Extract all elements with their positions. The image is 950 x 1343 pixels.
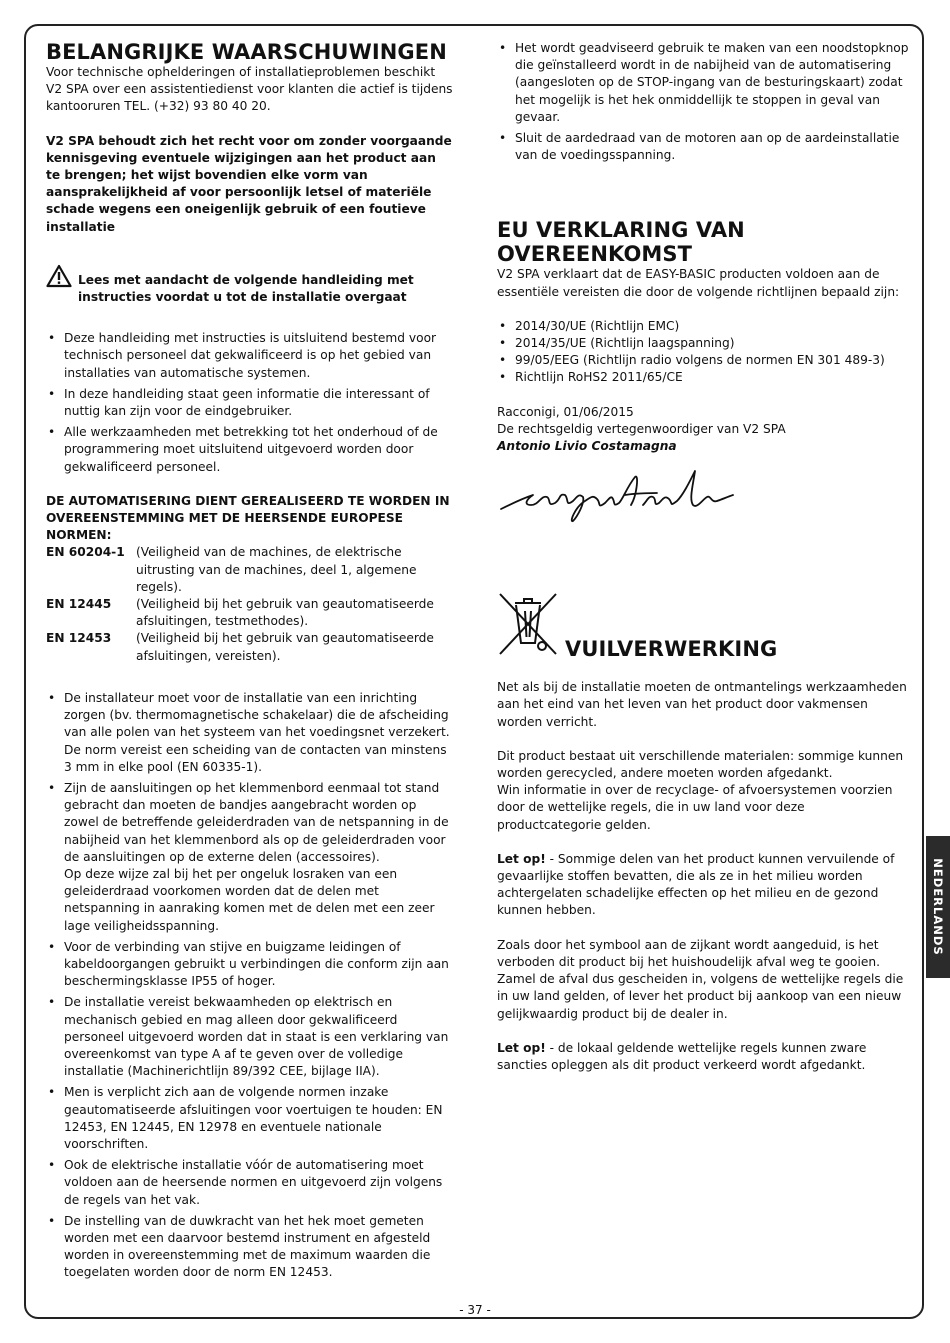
norm-code: EN 60204-1 [46, 545, 125, 560]
disposal-paragraph: Net als bij de installatie moeten de ontmantelings werkzaamheden aan het eind van het leven van het product door vakmensen worden verricht. [497, 680, 907, 729]
list-item: • Alle werkzaamheden met betrekking tot het onderhoud of de programmering moet uitsluitend uitgevoerd worden door gekwalificeerd personeel. [46, 424, 454, 476]
list-item: • Het wordt geadviseerd gebruik te maken van een noodstopknop die geïnstalleerd wordt in de nabijheid van de automatisering (aangesloten op de STOP-ingang van de besturingskaart) zodat het mogelijk is het hek onmiddellijk te stoppen in geval van gevaar. [497, 40, 909, 126]
list-item: • Deze handleiding met instructies is uitsluitend bestemd voor technisch personeel dat gekwalificeerd is op het gebied van installaties van automatische systemen. [46, 330, 454, 382]
norm-row [46, 544, 454, 596]
right-column [497, 40, 909, 1074]
norms-heading: DE AUTOMATISERING DIENT GEREALISEERD TE WORDEN IN OVEREENSTEMMING MET DE HEERSENDE EUROPESE NORMEN: [46, 493, 450, 543]
caution-label: Let op! [497, 851, 546, 866]
list-item: • Ook de elektrische installatie vóór de automatisering moet voldoen aan de heersende normen en uitgevoerd zijn volgens de regels van het vak. [46, 1157, 454, 1209]
norm-desc: (Veiligheid bij het gebruik van geautomatiseerde afsluitingen, vereisten). [136, 631, 434, 663]
disposal-heading [497, 591, 909, 662]
crossed-bin-icon [497, 591, 559, 657]
language-tab-label: NEDERLANDS [931, 858, 945, 956]
list-item-text: Zijn de aansluitingen op het klemmenbord eenmaal tot stand gebracht dan moeten de bandjes aangebracht worden op zowel de betreffende geleiderdraden van de netspanning in de nabijheid van het klemmenbord als op de geleiderdraden voor de aansluitingen op de externe delen (accessoires). [64, 780, 449, 864]
list-item: • Sluit de aardedraad van de motoren aan op de aardeinstallatie van de voedingsspanning. [497, 130, 909, 164]
list-item-text-extra: Op deze wijze zal bij het per ongeluk losraken van een geleiderdraad voorkomen worden dat de delen met netspanning in aanraking komen met de delen met een zeer lage veiligheidsspanning. [64, 866, 435, 933]
warnings-title: BELANGRIJKE WAARSCHUWINGEN [46, 40, 447, 64]
disposal-title: VUILVERWERKING [565, 637, 778, 662]
list-item: • De installateur moet voor de installatie van een inrichting zorgen (bv. thermomagnetische schakelaar) die de afscheiding van alle polen van het systeem van het voedingsnet verzekert. De norm vereist een scheiding van de contacten van minstens 3 mm in elke pool (EN 60335-1). [46, 690, 454, 776]
representative-name: Antonio Livio Costamagna [497, 439, 677, 454]
list-item: • 99/05/EEG (Richtlijn radio volgens de normen EN 301 489-3) [497, 352, 909, 369]
bullet-list-1 [46, 330, 454, 476]
left-column [46, 40, 454, 1282]
eu-declaration-title: EU VERKLARING VAN OVEREENKOMST [497, 218, 745, 267]
bullet-list-top [497, 40, 909, 164]
disposal-paragraph: Win informatie in over de recyclage- of afvoersystemen voorzien door de wettelijke regels, die in uw land voor deze productcategorie gelden. [497, 783, 893, 832]
list-item: • 2014/30/UE (Richtlijn EMC) [497, 318, 909, 335]
list-item: • Men is verplicht zich aan de volgende normen inzake geautomatiseerde afsluitingen voor voertuigen te houden: EN 12453, EN 12445, EN 12978 en eventuele nationale voorschriften. [46, 1084, 454, 1153]
bullet-list-2 [46, 690, 454, 1282]
list-item: • De instelling van de duwkracht van het hek moet gemeten worden met een daarvoor bestemd instrument en afgesteld worden in overeenstemming met de maximum waarden die toegelaten worden door de norm EN 12453. [46, 1213, 454, 1282]
support-intro: Voor technische ophelderingen of installatieproblemen beschikt V2 SPA over een assistentiedienst voor klanten die actief is tijdens kantooruren TEL. (+32) 93 80 40 20. [46, 65, 453, 114]
norm-code: EN 12453 [46, 631, 112, 646]
warning-callout [46, 272, 454, 306]
norm-desc: (Veiligheid van de machines, de elektrische uitrusting van de machines, deel 1, algemene regels). [136, 545, 417, 594]
eu-intro: V2 SPA verklaart dat de EASY-BASIC producten voldoen aan de essentiële vereisten die door de volgende richtlijnen bepaald zijn: [497, 267, 900, 299]
list-item: • Richtlijn RoHS2 2011/65/CE [497, 369, 909, 386]
list-item: • 2014/35/UE (Richtlijn laagspanning) [497, 335, 909, 352]
list-item: • De installatie vereist bekwaamheden op elektrisch en mechanisch gebied en mag alleen door gekwalificeerd personeel uitgevoerd worden dat in staat is een verklaring van overeenkomst van type A af te geven over de volledige installatie (Machinerichtlijn 89/392 CEE, bijlage IIA). [46, 994, 454, 1080]
rights-notice: V2 SPA behoudt zich het recht voor om zonder voorgaande kennisgeving eventuele wijzigingen aan het product aan te brengen; het wijst bovendien elke vorm van aansprakelijkheid af voor persoonlijk letsel of materiële schade wegens een oneigenlijk gebruik of een foutieve installatie [46, 133, 452, 234]
signature-image [497, 465, 737, 525]
list-item [46, 780, 454, 935]
directive-list [497, 318, 909, 387]
caution-paragraph [497, 1040, 909, 1074]
norm-desc: (Veiligheid bij het gebruik van geautomatiseerde afsluitingen, testmethodes). [136, 597, 434, 629]
warning-triangle-icon [46, 264, 72, 288]
caution-text: - de lokaal geldende wettelijke regels kunnen zware sancties opleggen als dit product verkeerd wordt afgedankt. [497, 1040, 867, 1072]
disposal-paragraph: Dit product bestaat uit verschillende materialen: sommige kunnen worden gerecycled, andere moeten worden afgedankt. [497, 748, 904, 781]
caution-text: - Sommige delen van het product kunnen vervuilende of gevaarlijke stoffen bevatten, die als ze in het milieu worden achtergelaten schadelijke effecten op het milieu en de gezond kunnen hebben. [497, 851, 895, 918]
norm-row [46, 596, 454, 630]
norm-code: EN 12445 [46, 597, 112, 612]
norms-list [46, 544, 454, 664]
warning-text: Lees met aandacht de volgende handleiding met instructies voordat u tot de installatie overgaat [78, 272, 414, 305]
representative-label: De rechtsgeldig vertegenwoordiger van V2 SPA [497, 421, 786, 436]
caution-paragraph [497, 851, 909, 920]
caution-label: Let op! [497, 1040, 546, 1055]
list-item: • In deze handleiding staat geen informatie die interessant of nuttig kan zijn voor de eindgebruiker. [46, 386, 454, 420]
list-item: • Voor de verbinding van stijve en buigzame leidingen of kabeldoorgangen gebruikt u verbindingen die conform zijn aan beschermingsklasse IP55 of hoger. [46, 939, 454, 991]
disposal-paragraph: Zoals door het symbool aan de zijkant wordt aangeduid, is het verboden dit product bij het huishoudelijk afval weg te gooien. Zamel de afval dus gescheiden in, volgens de wettelijke regels die in uw land gelden, of lever het product bij aankoop van een nieuw gelijkwaardig product bij de dealer in. [497, 937, 904, 1021]
place-date: Racconigi, 01/06/2015 [497, 404, 634, 419]
page-number: - 37 - [459, 1303, 491, 1317]
norm-row [46, 630, 454, 664]
language-tab [926, 836, 950, 978]
